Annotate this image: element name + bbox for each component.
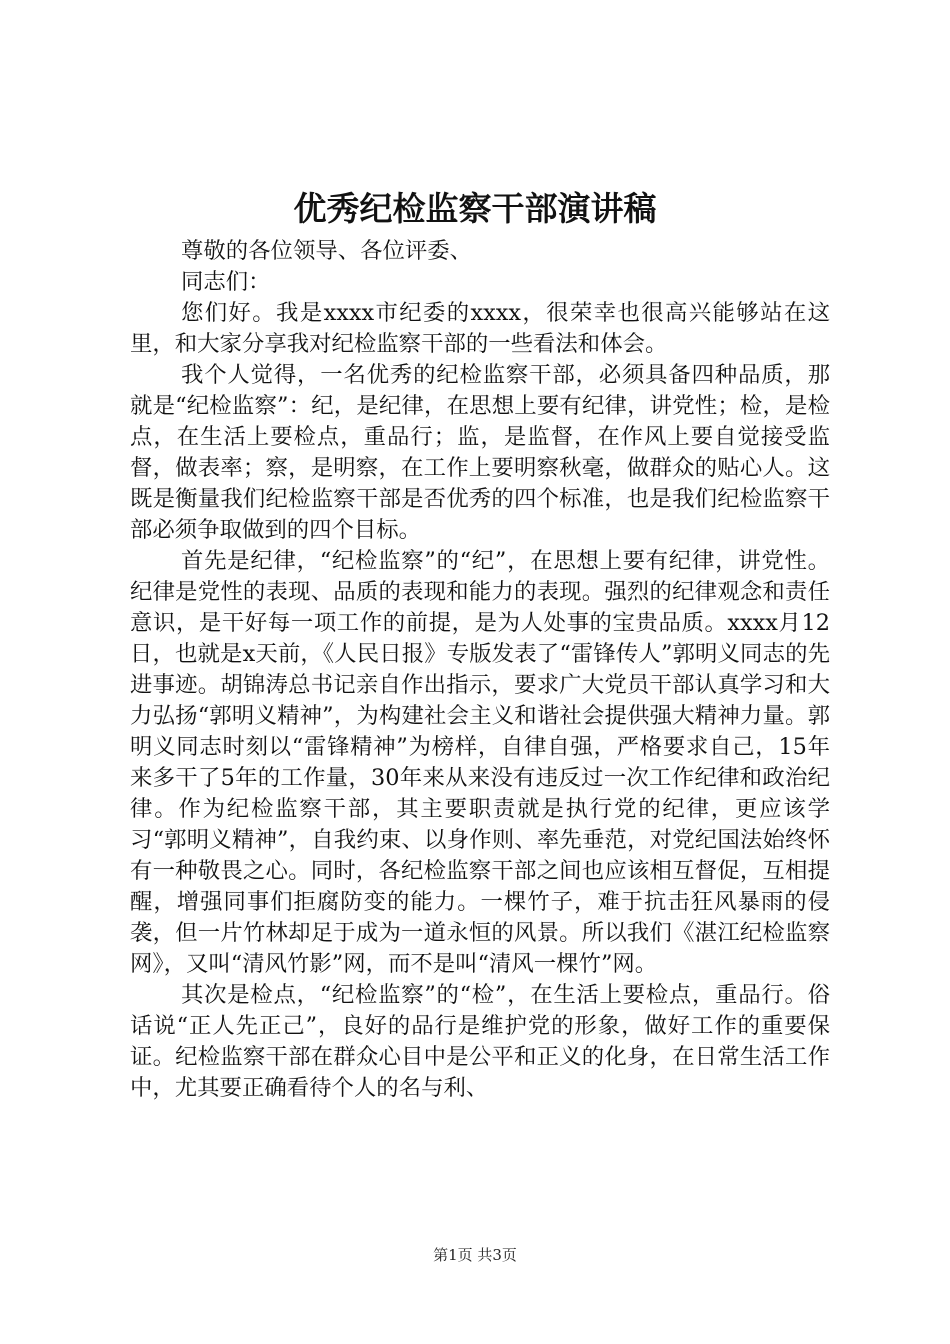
body-paragraph: 您们好。我是xxxx市纪委的xxxx，很荣幸也很高兴能够站在这里，和大家分享我对纪检监察干部的一些看法和体会。 (130, 300, 830, 357)
document-body (130, 236, 830, 1104)
salutation-line: 尊敬的各位领导、各位评委、 (181, 238, 473, 264)
page-title: 优秀纪检监察干部演讲稿 (293, 189, 657, 228)
body-paragraph: 其次是检点，“纪检监察”的“检”，在生活上要检点，重品行。俗话说“正人先正己”，良好的品行是维护党的形象，做好工作的重要保证。纪检监察干部在群众心目中是公平和正义的化身，在日常生活工作中，尤其要正确看待个人的名与利、 (130, 982, 830, 1101)
body-paragraph: 我个人觉得，一名优秀的纪检监察干部，必须具备四种品质，那就是“纪检监察”：纪，是纪律，在思想上要有纪律，讲党性；检，是检点，在生活上要检点，重品行；监，是监督，在作风上要自觉接受监督，做表率；察，是明察，在工作上要明察秋毫，做群众的贴心人。这既是衡量我们纪检监察干部是否优秀的四个标准，也是我们纪检监察干部必须争取做到的四个目标。 (130, 362, 830, 543)
salutation-line: 同志们： (181, 269, 271, 295)
page-footer: 第1页 共3页 (433, 1246, 517, 1264)
body-paragraph: 首先是纪律，“纪检监察”的“纪”，在思想上要有纪律，讲党性。纪律是党性的表现、品质的表现和能力的表现。强烈的纪律观念和责任意识，是干好每一项工作的前提，是为人处事的宝贵品质。xxxx月12日，也就是x天前，《人民日报》专版发表了“雷锋传人”郭明义同志的先进事迹。胡锦涛总书记亲自作出指示，要求广大党员干部认真学习和大力弘扬“郭明义精神”，为构建社会主义和谐社会提供强大精神力量。郭明义同志时刻以“雷锋精神”为榜样，自律自强，严格要求自己，15年来多干了5年的工作量，30年来从来没有违反过一次工作纪律和政治纪律。作为纪检监察干部，其主要职责就是执行党的纪律，更应该学习“郭明义精神”，自我约束、以身作则、率先垂范，对党纪国法始终怀有一种敬畏之心。同时，各纪检监察干部之间也应该相互督促，互相提醒，增强同事们拒腐防变的能力。一棵竹子，难于抗击狂风暴雨的侵袭，但一片竹林却足于成为一道永恒的风景。所以我们《湛江纪检监察网》，又叫“清风竹影”网，而不是叫“清风一棵竹”网。 (130, 548, 830, 977)
